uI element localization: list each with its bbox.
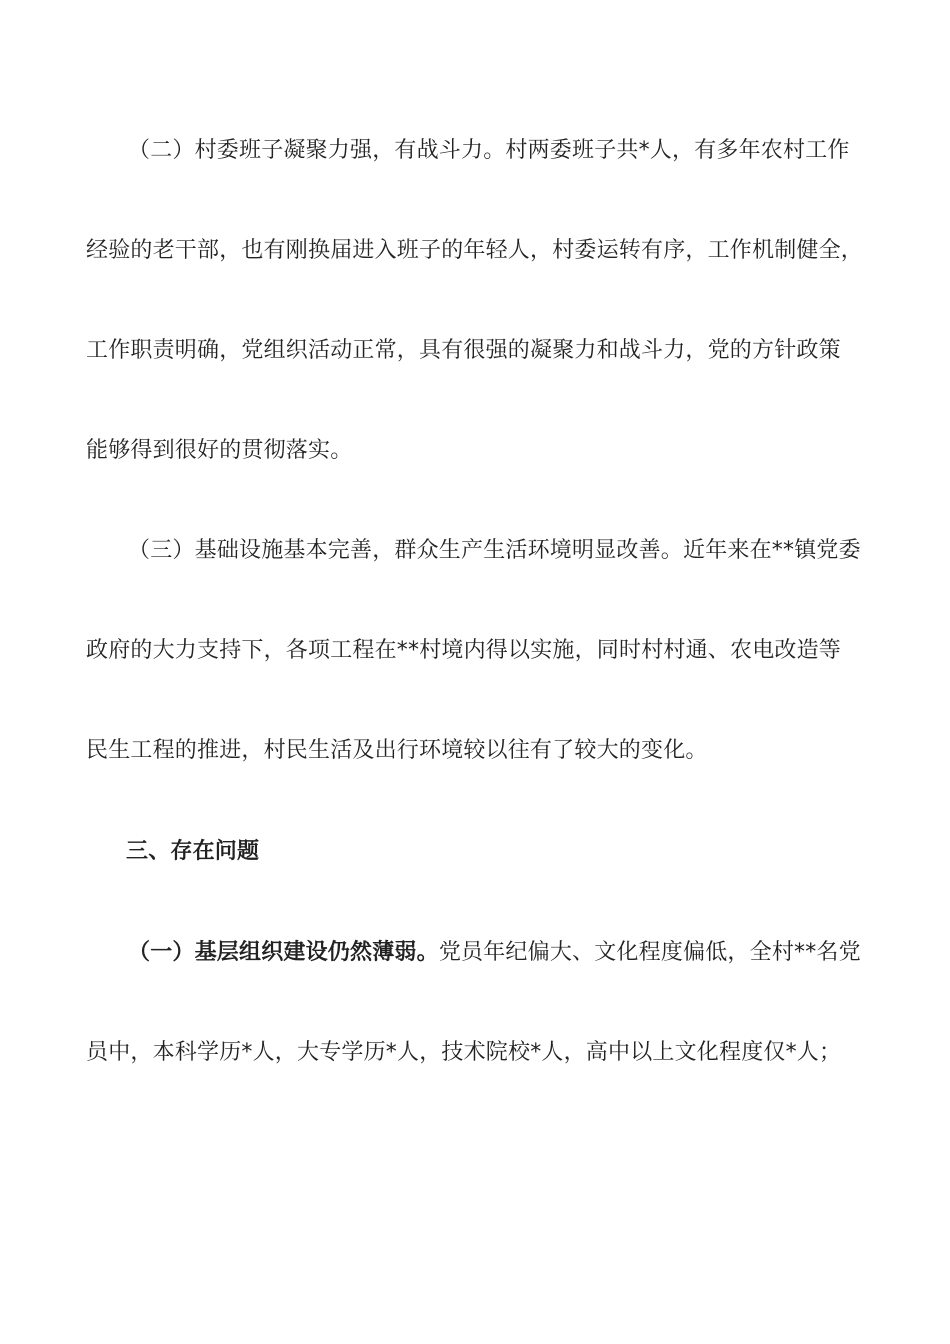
paragraph-line: 能够得到很好的贯彻落实。 [86,438,353,463]
paragraph-text: 党员年纪偏大、文化程度偏低，全村**名党 [438,940,861,965]
paragraph-line: 经验的老干部，也有刚换届进入班子的年轻人，村委运转有序，工作机制健全， [86,238,864,263]
paragraph-line: （二）村委班子凝聚力强，有战斗力。村两委班子共*人，有多年农村工作 [128,138,850,163]
paragraph-line: 政府的大力支持下，各项工程在**村境内得以实施，同时村村通、农电改造等 [86,638,842,663]
section-heading: 三、存在问题 [126,839,260,864]
paragraph-line: （三）基础设施基本完善，群众生产生活环境明显改善。近年来在**镇党委 [128,538,861,563]
paragraph-line: 员中，本科学历*人，大专学历*人，技术院校*人，高中以上文化程度仅*人； [86,1040,842,1065]
paragraph-line: 工作职责明确，党组织活动正常，具有很强的凝聚力和战斗力，党的方针政策 [86,338,841,363]
bold-lead-text: （一）基层组织建设仍然薄弱。 [128,940,439,965]
paragraph-line: 民生工程的推进，村民生活及出行环境较以往有了较大的变化。 [86,738,708,763]
paragraph-line [128,938,928,968]
